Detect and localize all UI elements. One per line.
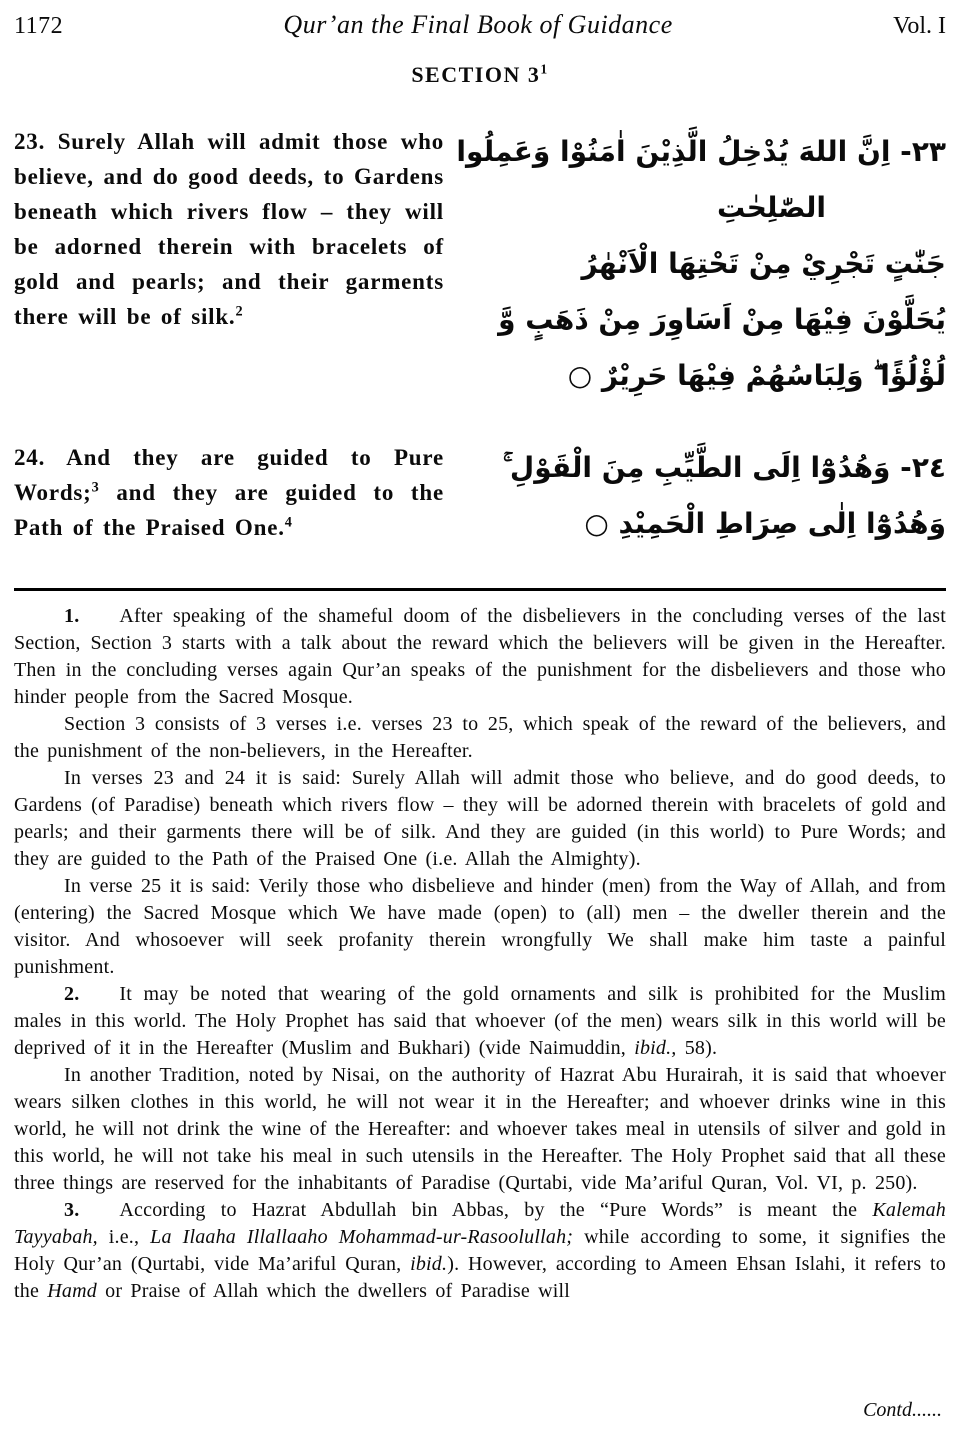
arabic-line: يُحَلَّوْنَ فِيْهَا مِنْ اَسَاوِرَ مِنْ ذَهَبٍ وَّ xyxy=(498,303,946,336)
footnotes-section xyxy=(14,603,946,1305)
footnote-3-paragraph-1: 3. According to Hazrat Abdullah bin Abbas, by the “Pure Words” is meant the Kalemah Tayyabah, i.e., La Ilaaha Illallaaho Mohammad-ur-Rasoolullah; while according to some, it signifies the Holy Qur’an (Qurtabi, vide Ma’ariful Quran, ibid.). However, according to Ameen Ehsan Islahi, it refers to the Hamd or Praise of Allah which the dwellers of Paradise will xyxy=(14,1199,947,1302)
verse-24-english: 24. And they are guided to Pure Words;$^3$ and they are guided to the Path of the Praised One.$^4$ xyxy=(14,445,444,540)
verses-block xyxy=(14,124,946,552)
footnote-1-paragraph-4: In verse 25 it is said: Verily those who disbelieve and hinder (men) from the Way of Allah, and from (entering) the Sacred Mosque which We have made (open) to (all) men – the dweller therein and the visitor. And whosoever will seek profanity therein wrongfully We shall make him taste a painful punishment. xyxy=(14,875,946,978)
verse-row-24 xyxy=(14,440,946,552)
footnote-1-paragraph-3: In verses 23 and 24 it is said: Surely Allah will admit those who believe, and do good deeds, to Gardens (of Paradise) beneath which rivers flow – they will be adorned therein with bracelets of gold and pearls; and their garments there will be of silk. And they are guided (in this world) to Pure Words; and they are guided to the Path of the Praised One (i.e. Allah the Almighty). xyxy=(14,767,946,870)
arabic-line: لُؤْلُؤًا ۖ وَلِبَاسُهُمْ فِيْهَا حَرِيْرٌ ○ xyxy=(567,359,946,392)
arabic-line: ٢٣- اِنَّ اللهَ يُدْخِلُ الَّذِيْنَ اٰمَنُوْا وَعَمِلُوا xyxy=(456,135,946,168)
arabic-line: وَهُدُوْٓا اِلٰى صِرَاطِ الْحَمِيْدِ ○ xyxy=(584,507,946,540)
section-heading xyxy=(14,62,946,88)
verse-24-arabic xyxy=(468,440,946,552)
page-header xyxy=(14,10,946,40)
section-footnote-ref: 1 xyxy=(540,61,549,77)
arabic-line: الصّٰلِحٰتِ xyxy=(717,191,826,224)
verse-23-arabic xyxy=(456,124,946,404)
footnote-divider xyxy=(14,588,946,591)
verse-23-english: 23. Surely Allah will admit those who believe, and do good deeds, to Gardens beneath which rivers flow – they will be adorned therein with bracelets of gold and pearls; and their garments there will be of silk.$^2$ xyxy=(14,129,444,329)
arabic-line: جَنّٰتٍ تَجْرِيْ مِنْ تَحْتِهَا الْاَنْهٰرُ xyxy=(581,247,946,280)
contd-label: Contd...... xyxy=(863,1399,942,1421)
page-number: 1172 xyxy=(14,13,64,39)
section-title: SECTION 3 xyxy=(411,62,541,87)
footnote-2-paragraph-2: In another Tradition, noted by Nisai, on the authority of Hazrat Abu Hurairah, it is said that whoever wears silken clothes in this world, he will not wear it in the Hereafter; and whoever drinks wine in this world, he will not drink the wine of the Hereafter: and whoever takes meal in utensils of silver and gold in this world, he will not take his meal in such utensils in the Hereafter. The Holy Prophet said that all these three things are reserved for the inhabitants of Paradise (Qurtabi, vide Ma’ariful Quran, Vol. VI, p. 250). xyxy=(14,1064,946,1194)
arabic-line: ٢٤- وَهُدُوْٓا اِلَى الطَّيِّبِ مِنَ الْقَوْلِ ۚ xyxy=(502,451,946,484)
footnote-1-paragraph-1: 1. After speaking of the shameful doom of the disbelievers in the concluding verses of the last Section, Section 3 starts with a talk about the reward which the believers will be given in the Hereafter. Then in the concluding verses again Qur’an speaks of the punishment for the disbelievers and those who hinder people from the Sacred Mosque. xyxy=(14,605,946,708)
footnote-2-paragraph-1: 2. It may be noted that wearing of the gold ornaments and silk is prohibited for the Muslim males in this world. The Holy Prophet has said that whoever (of the men) wears silk in this world will be deprived of it in the Hereafter (Muslim and Bukhari) (vide Naimuddin, ibid., 58). xyxy=(14,983,946,1059)
running-title: Qur’an the Final Book of Guidance xyxy=(283,10,673,39)
volume-label: Vol. I xyxy=(893,13,946,39)
verse-row-23 xyxy=(14,124,946,404)
footnote-1-paragraph-2: Section 3 consists of 3 verses i.e. verses 23 to 25, which speak of the reward of the believers, and the punishment of the non-believers, in the Hereafter. xyxy=(14,713,946,762)
